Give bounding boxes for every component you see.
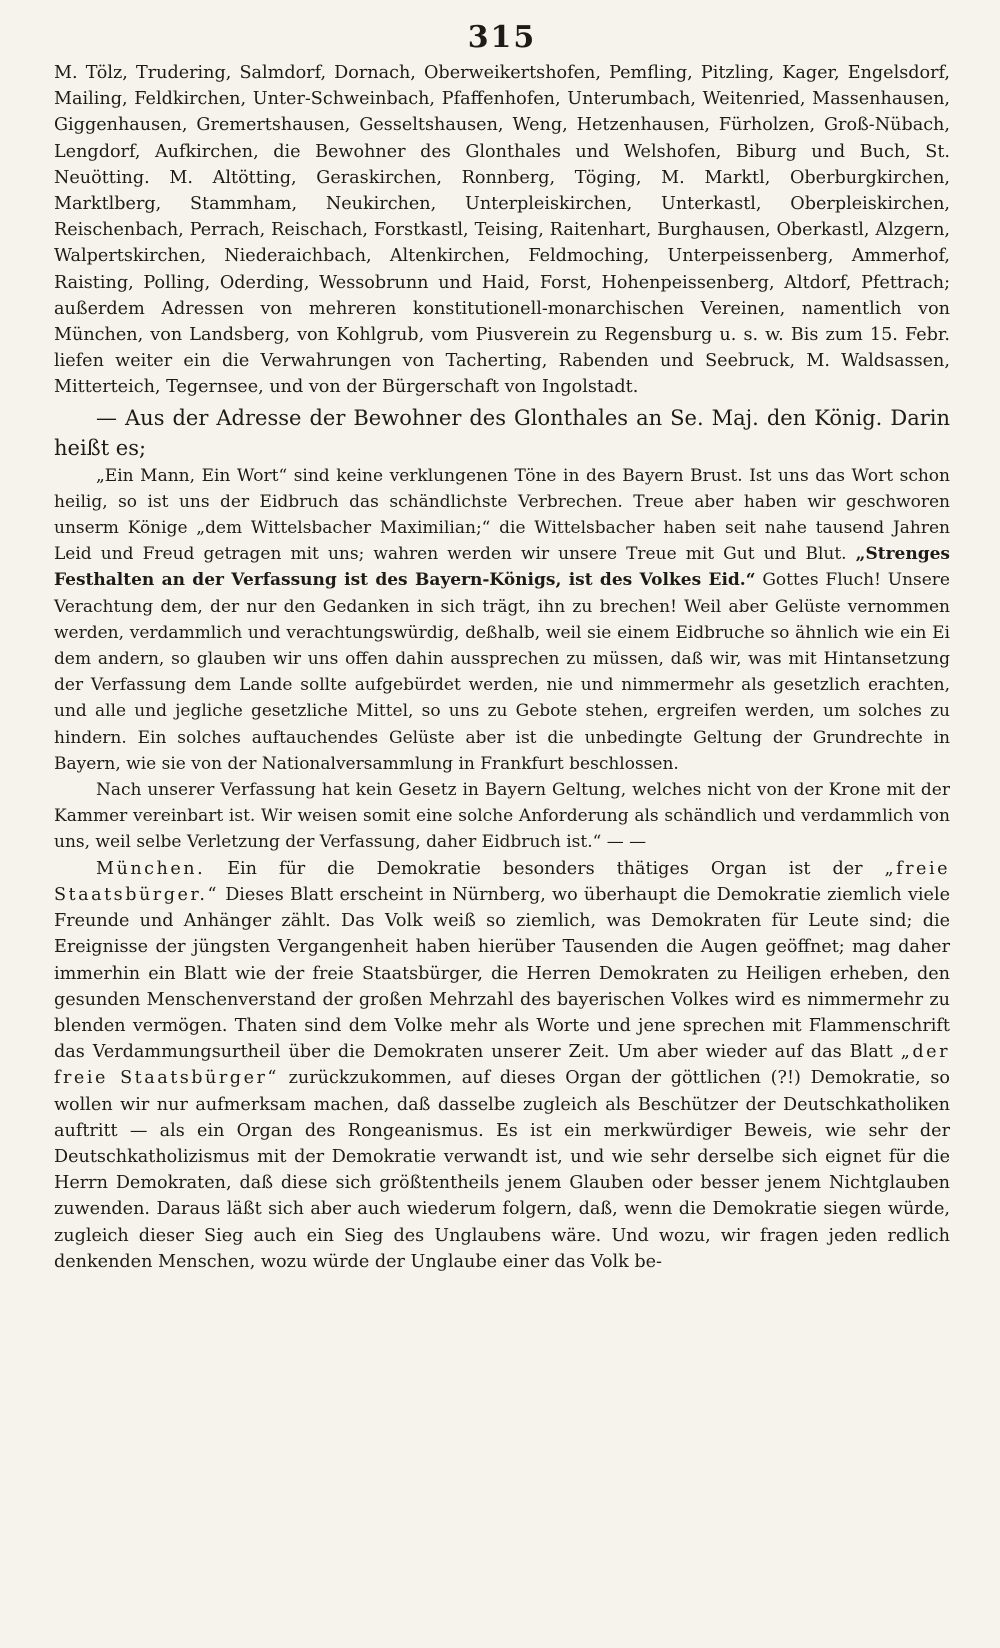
place-heading: München. xyxy=(96,858,206,879)
page-number: 315 xyxy=(467,20,537,55)
muenchen-text-c: zurückzukommen, auf dieses Organ der göttlichen (?!) Demokratie, so wollen wir nur aufmerksam machen, daß dasselbe zugleich als Beschützer der Deutschkatholiken auftritt — als ein Organ des Rongeanismus. Es ist ein merkwürdiger Beweis, wie sehr der Deutschkatholizismus mit der Demokratie verwandt ist, und wie sehr derselbe sich eignet für die Herrn Demokraten, daß diese sich größtentheils jenem Glauben oder besser jenem Nichtglauben zuwenden. Daraus läßt sich aber auch wiederum folgern, daß, wenn die Demokratie siegen würde, zugleich dieser Sieg auch ein Sieg des Unglaubens wäre. Und wozu, wir fragen jeden redlich denkenden Menschen, wozu würde der Unglaube einer das Volk be- xyxy=(54,1068,951,1272)
newspaper-title-2: „der freie Staatsbürger“ xyxy=(54,1042,950,1089)
address-quote xyxy=(54,463,950,856)
muenchen-text-a: Ein für die Demokratie besonders thätiges Organ ist der xyxy=(227,858,863,879)
quote-text-a: „Ein Mann, Ein Wort“ sind keine verklungenen Töne in des Bayern Brust. Ist uns das Wort schon heilig, so ist uns der Eidbruch das schändlichste Verbrechen. Treue aber haben wir geschworen unserm Könige „dem Wittelsbacher Maximilian;“ die Wittelsbacher haben seit nahe tausend Jahren Leid und Freud getragen mit uns; wahren werden wir unsere Treue mit Gut und Blut. xyxy=(54,465,950,565)
newspaper-title-1: „freie Staatsbürger.“ xyxy=(54,858,951,905)
paragraph-quote-end: Nach unserer Verfassung hat kein Gesetz in Bayern Geltung, welches nicht von der Krone mit der Kammer vereinbart ist. Wir weisen somit eine solche Anforderung als schändlich und verdammlich von uns, weil selbe Verletzung der Verfassung, daher Eidbruch ist.“ — — xyxy=(54,780,950,853)
paragraph-addresses: M. Tölz, Trudering, Salmdorf, Dornach, Oberweikertshofen, Pemfling, Pitzling, Kager, Engelsdorf, Mailing, Feldkirchen, Unter-Schweinbach, Pfaffenhofen, Unterumbach, Weitenried, Massenhausen, Giggenhausen, Gremertshausen, Gesseltshausen, Weng, Hetzenhausen, Fürholzen, Groß-Nübach, Lengdorf, Aufkirchen, die Bewohner des Glonthales und Welshofen, Biburg und Buch, St. Neuötting. M. Altötting, Geraskirchen, Ronnberg, Töging, M. Marktl, Oberburgkirchen, Marktlberg, Stammham, Neukirchen, Unterpleiskirchen, Unterkastl, Oberpleiskirchen, Reischenbach, Perrach, Reischach, Forstkastl, Teising, Raitenhart, Burghausen, Oberkastl, Alzgern, Walpertskirchen, Niederaichbach, Altenkirchen, Feldmoching, Unterpeissenberg, Ammerhof, Raisting, Polling, Oderding, Wessobrunn und Haid, Forst, Hohenpeissenberg, Altdorf, Pfettrach; außerdem Adressen von mehreren konstitutionell-monarchischen Vereinen, namentlich von München, von Landsberg, von Kohlgrub, vom Piusverein zu Regensburg u. s. w. Bis zum 15. Febr. liefen weiter ein die Verwahrungen von Tacherting, Rabenden und Seebruck, M. Waldsassen, Mitterteich, Tegernsee, und von der Bürgerschaft von Ingolstadt. xyxy=(54,63,950,398)
page-body xyxy=(54,60,950,1275)
quote-text-c: Gottes Fluch! Unsere Verachtung dem, der nur den Gedanken in sich trägt, ihn zu brechen! Weil aber Gelüste vernommen werden, verdammlich und verachtungswürdig, deßhalb, weil sie einem Eidbruche so ähnlich wie ein Ei dem andern, so glauben wir uns offen dahin aussprechen zu müssen, daß wir, was mit Hintansetzung der Verfassung dem Lande sollte aufgebürdet werden, nie und nimmermehr als gesetzlich erachten, und alle und jegliche gesetzliche Mittel, so uns zu Gebote stehen, ergreifen werden, um solches zu hindern. Ein solches auftauchendes Gelüste aber ist die unbedingte Geltung der Grundrechte in Bayern, wie sie von der Nationalversammlung in Frankfurt beschlossen. xyxy=(54,570,950,774)
paragraph-muenchen xyxy=(54,856,950,1275)
paragraph-glonthal-intro: — Aus der Adresse der Bewohner des Glonthales an Se. Maj. den König. Darin heißt es; xyxy=(54,405,950,460)
quote-bold-oath: „Strenges Festhalten an der Verfassung ist des Bayern-Königs, ist des Volkes Eid.“ xyxy=(54,544,950,591)
paragraph-quote xyxy=(54,463,950,777)
muenchen-text-b: Dieses Blatt erscheint in Nürnberg, wo überhaupt die Demokratie ziemlich viele Freunde und Anhänger zählt. Das Volk weiß so ziemlich, was Demokraten für Leute sind; die Ereignisse der jüngsten Vergangenheit haben hierüber Tausenden die Augen geöffnet; mag daher immerhin ein Blatt wie der freie Staatsbürger, die Herren Demokraten zu Heiligen erheben, den gesunden Menschenverstand der großen Mehrzahl des bayerischen Volkes wird es nimmermehr zu blenden vermögen. Thaten sind dem Volke mehr als Worte und jene sprechen mit Flammenschrift das Verdammungsurtheil über die Demokraten unserer Zeit. Um aber wieder auf das Blatt xyxy=(54,884,950,1063)
